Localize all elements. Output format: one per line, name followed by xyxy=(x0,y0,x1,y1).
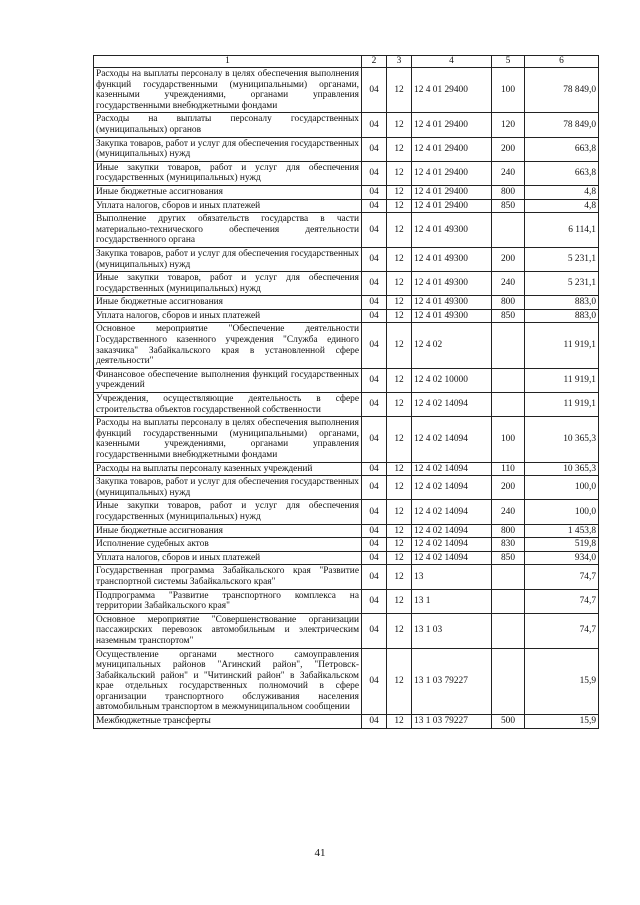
column-header: 2 xyxy=(362,56,387,68)
amount: 6 114,1 xyxy=(525,213,599,248)
expense-name: Подпрограмма "Развитие транспортного комплекса на территории Забайкальского края" xyxy=(94,589,362,613)
section-code: 04 xyxy=(362,524,387,538)
expense-type-code: 240 xyxy=(492,272,525,296)
table-row xyxy=(94,462,599,476)
target-article-code: 12 4 02 xyxy=(412,323,492,368)
budget-table xyxy=(93,55,599,729)
expense-name: Уплата налогов, сборов и иных платежей xyxy=(94,199,362,213)
subsection-code: 12 xyxy=(387,113,412,137)
target-article-code: 12 4 01 49300 xyxy=(412,272,492,296)
target-article-code: 12 4 01 29400 xyxy=(412,113,492,137)
target-article-code: 12 4 02 14094 xyxy=(412,393,492,417)
section-code: 04 xyxy=(362,368,387,392)
amount: 74,7 xyxy=(525,613,599,648)
table-row xyxy=(94,161,599,185)
amount: 883,0 xyxy=(525,296,599,310)
amount: 15,9 xyxy=(525,715,599,729)
target-article-code: 12 4 02 14094 xyxy=(412,551,492,565)
expense-name: Закупка товаров, работ и услуг для обеспечения государственных (муниципальных) нужд xyxy=(94,476,362,500)
expense-type-code xyxy=(492,565,525,589)
expense-name: Иные бюджетные ассигнования xyxy=(94,296,362,310)
expense-name: Выполнение других обязательств государства в части материально-технического обеспечения деятельности государственного органа xyxy=(94,213,362,248)
table-row xyxy=(94,417,599,462)
column-header: 4 xyxy=(412,56,492,68)
expense-type-code: 850 xyxy=(492,551,525,565)
expense-type-code xyxy=(492,589,525,613)
target-article-code: 12 4 01 29400 xyxy=(412,68,492,113)
subsection-code: 12 xyxy=(387,393,412,417)
expense-type-code: 800 xyxy=(492,296,525,310)
amount: 4,8 xyxy=(525,185,599,199)
expense-name: Закупка товаров, работ и услуг для обеспечения государственных (муниципальных) нужд xyxy=(94,247,362,271)
subsection-code: 12 xyxy=(387,68,412,113)
amount: 1 453,8 xyxy=(525,524,599,538)
amount: 519,8 xyxy=(525,538,599,552)
expense-type-code: 850 xyxy=(492,309,525,323)
amount: 100,0 xyxy=(525,500,599,524)
expense-name: Уплата налогов, сборов и иных платежей xyxy=(94,551,362,565)
section-code: 04 xyxy=(362,565,387,589)
section-code: 04 xyxy=(362,500,387,524)
expense-type-code: 240 xyxy=(492,161,525,185)
table-row xyxy=(94,648,599,715)
expense-name: Расходы на выплаты персоналу в целях обеспечения выполнения функций государственными (муниципальными) органами, казенными учреждениями, органами управления государственными внебюджетными фондами xyxy=(94,68,362,113)
section-code: 04 xyxy=(362,199,387,213)
expense-name: Иные бюджетные ассигнования xyxy=(94,524,362,538)
column-header: 3 xyxy=(387,56,412,68)
subsection-code: 12 xyxy=(387,272,412,296)
expense-name: Иные закупки товаров, работ и услуг для обеспечения государственных (муниципальных) нужд xyxy=(94,272,362,296)
table-row xyxy=(94,524,599,538)
table-row xyxy=(94,589,599,613)
table-row xyxy=(94,113,599,137)
section-code: 04 xyxy=(362,551,387,565)
table-row xyxy=(94,500,599,524)
subsection-code: 12 xyxy=(387,323,412,368)
expense-type-code: 120 xyxy=(492,113,525,137)
section-code: 04 xyxy=(362,393,387,417)
section-code: 04 xyxy=(362,213,387,248)
target-article-code: 12 4 01 49300 xyxy=(412,296,492,310)
target-article-code: 13 1 03 79227 xyxy=(412,648,492,715)
section-code: 04 xyxy=(362,137,387,161)
expense-type-code: 100 xyxy=(492,68,525,113)
expense-name: Государственная программа Забайкальского края "Развитие транспортной системы Забайкальского края" xyxy=(94,565,362,589)
amount: 74,7 xyxy=(525,565,599,589)
expense-name: Финансовое обеспечение выполнения функций государственных учреждений xyxy=(94,368,362,392)
target-article-code: 12 4 01 29400 xyxy=(412,137,492,161)
amount: 78 849,0 xyxy=(525,113,599,137)
amount: 11 919,1 xyxy=(525,323,599,368)
table-row xyxy=(94,565,599,589)
expense-name: Межбюджетные трансферты xyxy=(94,715,362,729)
subsection-code: 12 xyxy=(387,417,412,462)
subsection-code: 12 xyxy=(387,137,412,161)
subsection-code: 12 xyxy=(387,551,412,565)
expense-type-code xyxy=(492,368,525,392)
expense-type-code: 500 xyxy=(492,715,525,729)
section-code: 04 xyxy=(362,613,387,648)
target-article-code: 12 4 01 29400 xyxy=(412,185,492,199)
subsection-code: 12 xyxy=(387,368,412,392)
table-header-row xyxy=(94,56,599,68)
table-row xyxy=(94,476,599,500)
expense-type-code xyxy=(492,323,525,368)
amount: 11 919,1 xyxy=(525,368,599,392)
subsection-code: 12 xyxy=(387,538,412,552)
table-row xyxy=(94,247,599,271)
amount: 934,0 xyxy=(525,551,599,565)
subsection-code: 12 xyxy=(387,524,412,538)
section-code: 04 xyxy=(362,161,387,185)
amount: 100,0 xyxy=(525,476,599,500)
expense-name: Исполнение судебных актов xyxy=(94,538,362,552)
table-row xyxy=(94,68,599,113)
expense-name: Уплата налогов, сборов и иных платежей xyxy=(94,309,362,323)
target-article-code: 13 1 03 79227 xyxy=(412,715,492,729)
amount: 663,8 xyxy=(525,137,599,161)
expense-type-code: 200 xyxy=(492,247,525,271)
target-article-code: 12 4 01 49300 xyxy=(412,213,492,248)
amount: 5 231,1 xyxy=(525,272,599,296)
expense-type-code: 800 xyxy=(492,524,525,538)
amount: 74,7 xyxy=(525,589,599,613)
expense-name: Закупка товаров, работ и услуг для обеспечения государственных (муниципальных) нужд xyxy=(94,137,362,161)
expense-type-code: 200 xyxy=(492,137,525,161)
subsection-code: 12 xyxy=(387,213,412,248)
expense-type-code: 240 xyxy=(492,500,525,524)
amount: 5 231,1 xyxy=(525,247,599,271)
subsection-code: 12 xyxy=(387,462,412,476)
section-code: 04 xyxy=(362,309,387,323)
expense-type-code xyxy=(492,613,525,648)
expense-name: Расходы на выплаты персоналу казенных учреждений xyxy=(94,462,362,476)
section-code: 04 xyxy=(362,538,387,552)
amount: 78 849,0 xyxy=(525,68,599,113)
table-row xyxy=(94,551,599,565)
subsection-code: 12 xyxy=(387,199,412,213)
expense-type-code xyxy=(492,393,525,417)
expense-type-code xyxy=(492,648,525,715)
table-row xyxy=(94,272,599,296)
target-article-code: 12 4 02 14094 xyxy=(412,538,492,552)
expense-type-code: 850 xyxy=(492,199,525,213)
amount: 4,8 xyxy=(525,199,599,213)
table-row xyxy=(94,213,599,248)
section-code: 04 xyxy=(362,462,387,476)
table-row xyxy=(94,137,599,161)
section-code: 04 xyxy=(362,68,387,113)
target-article-code: 13 1 xyxy=(412,589,492,613)
target-article-code: 12 4 02 10000 xyxy=(412,368,492,392)
subsection-code: 12 xyxy=(387,309,412,323)
target-article-code: 12 4 01 49300 xyxy=(412,247,492,271)
expense-type-code xyxy=(492,213,525,248)
section-code: 04 xyxy=(362,247,387,271)
subsection-code: 12 xyxy=(387,589,412,613)
target-article-code: 13 1 03 xyxy=(412,613,492,648)
subsection-code: 12 xyxy=(387,161,412,185)
target-article-code: 12 4 02 14094 xyxy=(412,476,492,500)
target-article-code: 12 4 02 14094 xyxy=(412,417,492,462)
expense-name: Расходы на выплаты персоналу в целях обеспечения выполнения функций государственными (муниципальными) органами, казенными учреждениями, органами управления государственными внебюджетными фондами xyxy=(94,417,362,462)
table-row xyxy=(94,296,599,310)
target-article-code: 12 4 01 49300 xyxy=(412,309,492,323)
table-row xyxy=(94,613,599,648)
section-code: 04 xyxy=(362,476,387,500)
target-article-code: 12 4 02 14094 xyxy=(412,524,492,538)
subsection-code: 12 xyxy=(387,715,412,729)
expense-type-code: 110 xyxy=(492,462,525,476)
column-header: 5 xyxy=(492,56,525,68)
table-row xyxy=(94,393,599,417)
table-row xyxy=(94,368,599,392)
expense-type-code: 100 xyxy=(492,417,525,462)
target-article-code: 12 4 02 14094 xyxy=(412,500,492,524)
table-row xyxy=(94,323,599,368)
expense-name: Учреждения, осуществляющие деятельность в сфере строительства объектов государственной собственности xyxy=(94,393,362,417)
subsection-code: 12 xyxy=(387,648,412,715)
table-row xyxy=(94,538,599,552)
section-code: 04 xyxy=(362,113,387,137)
section-code: 04 xyxy=(362,296,387,310)
expense-name: Расходы на выплаты персоналу государственных (муниципальных) органов xyxy=(94,113,362,137)
column-header: 6 xyxy=(525,56,599,68)
target-article-code: 12 4 01 29400 xyxy=(412,161,492,185)
expense-name: Осуществление органами местного самоуправления муниципальных районов "Агинский район", "Петровск-Забайкальский район" и "Читинский район" в Забайкальском крае отдельных государственных полномочий в сфере организации транспортного обслуживания населения автомобильным транспортом в межмуниципальном сообщении xyxy=(94,648,362,715)
expense-name: Иные закупки товаров, работ и услуг для обеспечения государственных (муниципальных) нужд xyxy=(94,500,362,524)
section-code: 04 xyxy=(362,323,387,368)
target-article-code: 13 xyxy=(412,565,492,589)
expense-name: Основное мероприятие "Обеспечение деятельности Государственного казенного учреждения "Служба единого заказчика" Забайкальского края в установленной сфере деятельности" xyxy=(94,323,362,368)
section-code: 04 xyxy=(362,715,387,729)
subsection-code: 12 xyxy=(387,296,412,310)
section-code: 04 xyxy=(362,272,387,296)
table-row xyxy=(94,185,599,199)
amount: 11 919,1 xyxy=(525,393,599,417)
table-row xyxy=(94,309,599,323)
subsection-code: 12 xyxy=(387,565,412,589)
amount: 10 365,3 xyxy=(525,417,599,462)
table-row xyxy=(94,199,599,213)
target-article-code: 12 4 01 29400 xyxy=(412,199,492,213)
table-row xyxy=(94,715,599,729)
amount: 663,8 xyxy=(525,161,599,185)
page-number: 41 xyxy=(314,847,326,859)
section-code: 04 xyxy=(362,589,387,613)
expense-name: Иные закупки товаров, работ и услуг для обеспечения государственных (муниципальных) нужд xyxy=(94,161,362,185)
target-article-code: 12 4 02 14094 xyxy=(412,462,492,476)
subsection-code: 12 xyxy=(387,185,412,199)
section-code: 04 xyxy=(362,648,387,715)
expense-type-code: 800 xyxy=(492,185,525,199)
subsection-code: 12 xyxy=(387,476,412,500)
subsection-code: 12 xyxy=(387,247,412,271)
section-code: 04 xyxy=(362,417,387,462)
subsection-code: 12 xyxy=(387,613,412,648)
section-code: 04 xyxy=(362,185,387,199)
amount: 883,0 xyxy=(525,309,599,323)
expense-type-code: 830 xyxy=(492,538,525,552)
amount: 15,9 xyxy=(525,648,599,715)
subsection-code: 12 xyxy=(387,500,412,524)
amount: 10 365,3 xyxy=(525,462,599,476)
expense-type-code: 200 xyxy=(492,476,525,500)
expense-name: Основное мероприятие "Совершенствование организации пассажирских перевозок автомобильным и электрическим наземным транспортом" xyxy=(94,613,362,648)
expense-name: Иные бюджетные ассигнования xyxy=(94,185,362,199)
column-header: 1 xyxy=(94,56,362,68)
